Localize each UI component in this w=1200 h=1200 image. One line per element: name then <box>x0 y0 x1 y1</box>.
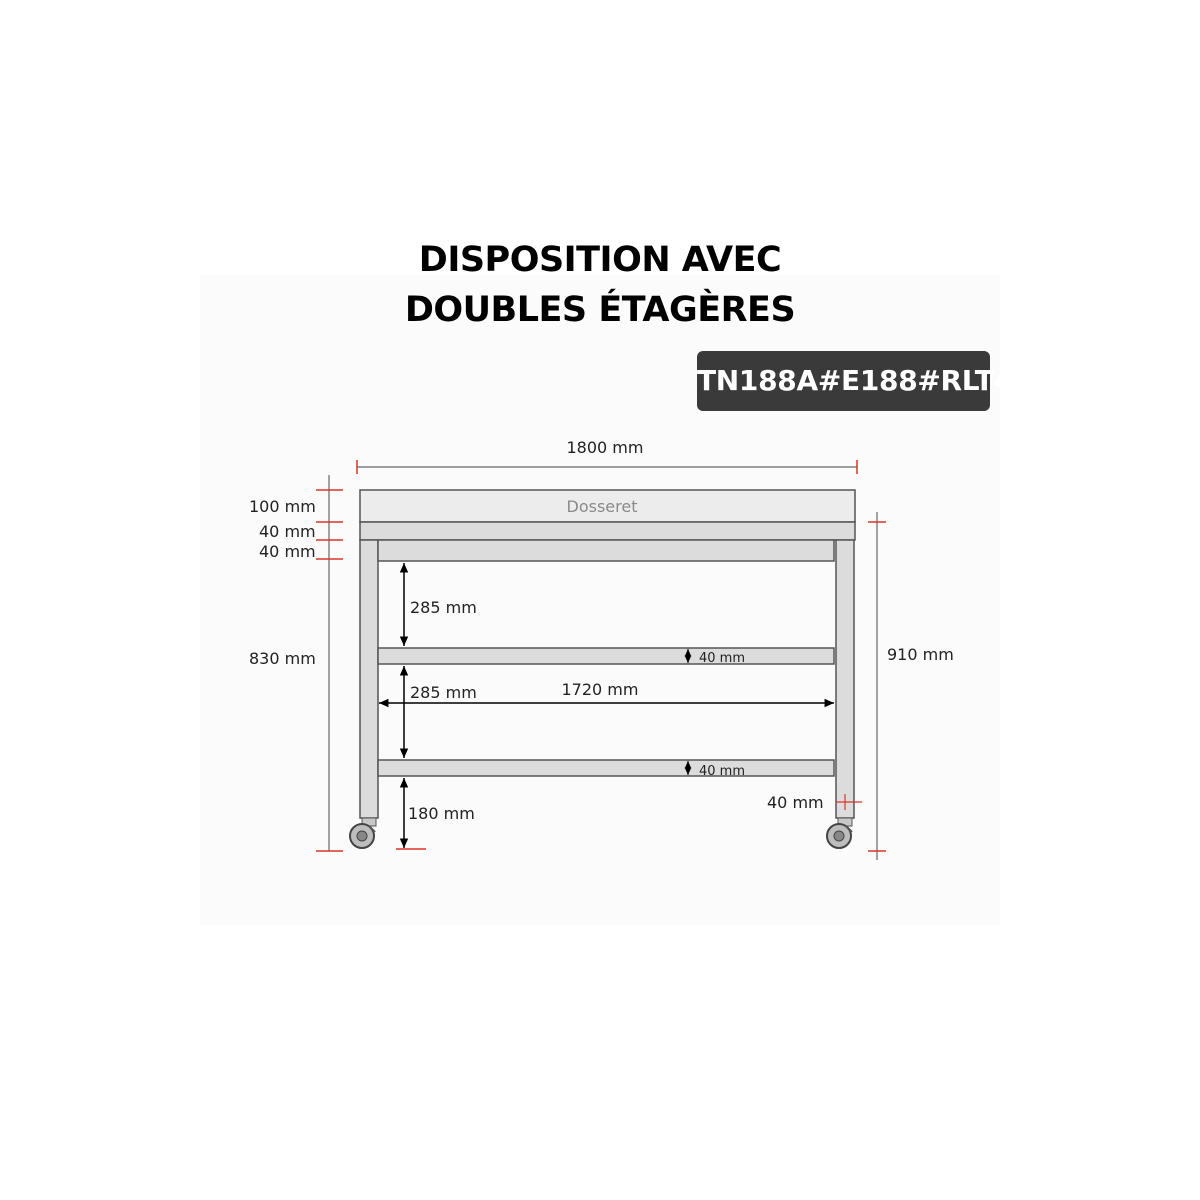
dim-shelf-width-label: 1720 mm <box>561 680 639 699</box>
dim-shelf1-thickness-label: 40 mm <box>699 651 746 666</box>
dim-left-chain <box>249 475 343 851</box>
dim-clearance-label: 180 mm <box>408 804 475 823</box>
reference-badge: TN188A#E188#RLT4 <box>697 351 990 411</box>
dim-leg-height-label: 830 mm <box>249 649 316 668</box>
dim-frame-thickness-label: 40 mm <box>259 542 316 561</box>
title-line-2: DOUBLES ÉTAGÈRES <box>404 290 796 330</box>
dim-gap-lower-label: 285 mm <box>410 683 477 702</box>
dim-shelf2-thickness-label: 40 mm <box>699 764 746 779</box>
shelf-lower <box>378 760 834 776</box>
dim-leg-width-label: 40 mm <box>767 793 824 812</box>
caster-left-icon <box>350 818 376 848</box>
dim-total-height-label: 910 mm <box>887 645 954 664</box>
dim-total-width <box>357 438 857 474</box>
leg-left <box>360 540 378 818</box>
title-line-1: DISPOSITION AVEC <box>418 240 782 280</box>
dim-backsplash-height-label: 100 mm <box>249 497 316 516</box>
shelf-upper <box>378 648 834 664</box>
dim-clearance <box>396 778 475 849</box>
backsplash-label: Dosseret <box>566 497 638 516</box>
dim-gap-lower <box>404 666 477 758</box>
top-frame <box>378 540 834 561</box>
dim-total-height <box>868 512 954 860</box>
dim-total-width-label: 1800 mm <box>566 438 644 457</box>
dim-top-thickness-label: 40 mm <box>259 522 316 541</box>
dim-gap-upper <box>404 563 477 646</box>
dim-gap-upper-label: 285 mm <box>410 598 477 617</box>
leg-right <box>836 540 854 818</box>
caster-right-icon <box>827 818 852 848</box>
worktop <box>360 522 855 540</box>
